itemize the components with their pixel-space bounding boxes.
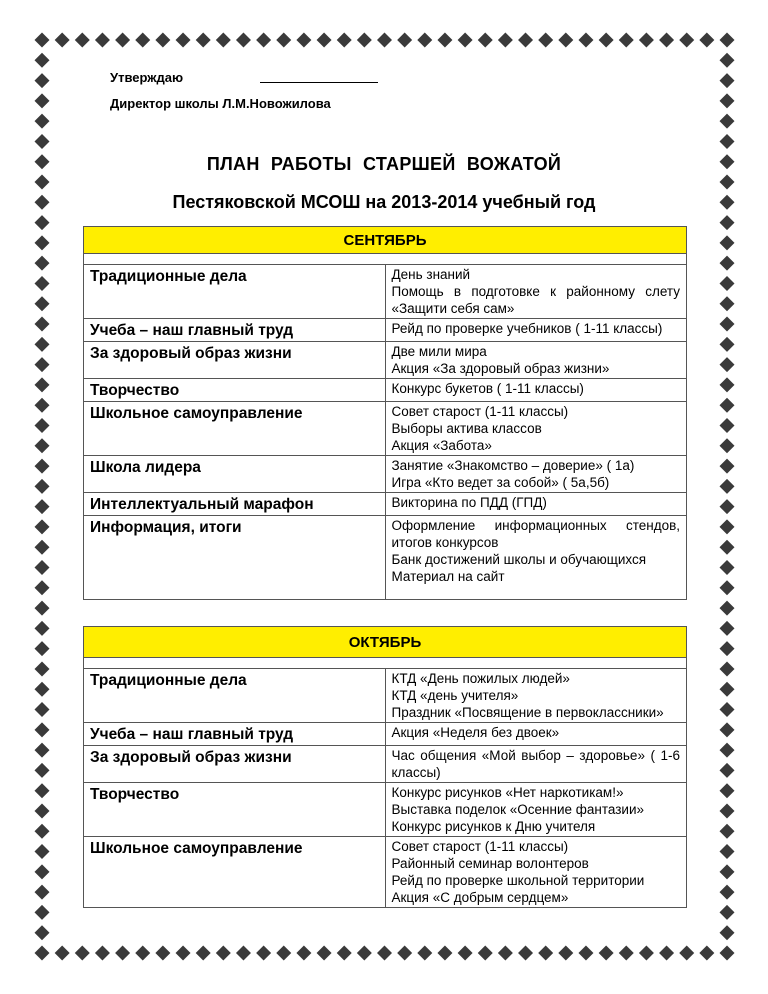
diamond-ornament	[397, 946, 412, 961]
category-cell: Традиционные дела	[84, 669, 386, 723]
diamond-ornament	[720, 235, 735, 250]
diamond-ornament	[35, 317, 50, 332]
diamond-ornament	[236, 946, 251, 961]
activity: Акция «Забота»	[391, 438, 492, 453]
diamond-ornament	[276, 33, 291, 48]
diamond-ornament	[196, 33, 211, 48]
diamond-ornament	[720, 357, 735, 372]
month-header-september: СЕНТЯБРЬ	[84, 227, 687, 254]
activity: Оформление информационных стендов, итогов конкурсов	[391, 518, 680, 550]
diamond-ornament	[155, 33, 170, 48]
diamond-ornament	[317, 33, 332, 48]
diamond-ornament	[558, 946, 573, 961]
activity: Конкурс букетов ( 1-11 классы)	[391, 381, 584, 396]
diamond-ornament	[35, 519, 50, 534]
diamond-ornament	[720, 621, 735, 636]
diamond-ornament	[720, 175, 735, 190]
diamond-ornament	[296, 946, 311, 961]
diamond-ornament	[35, 276, 50, 291]
diamond-ornament	[35, 377, 50, 392]
diamond-ornament	[417, 946, 432, 961]
category-cell: За здоровый образ жизни	[84, 746, 386, 783]
diamond-ornament	[216, 33, 231, 48]
diamond-ornament	[35, 783, 50, 798]
activity: Час общения «Мой выбор – здоровье» ( 1-6 классы)	[391, 748, 680, 780]
diamond-ornament	[599, 33, 614, 48]
table-row	[84, 493, 687, 516]
approve-label: Утверждаю	[110, 70, 184, 85]
diamond-ornament	[720, 114, 735, 129]
table-row	[84, 723, 687, 746]
diamond-ornament	[720, 73, 735, 88]
page-subtitle: Пестяковской МСОШ на 2013-2014 учебный год	[172, 192, 596, 212]
diamond-ornament	[437, 946, 452, 961]
diamond-ornament	[35, 601, 50, 616]
diamond-ornament	[720, 803, 735, 818]
table-row	[84, 342, 687, 379]
diamond-ornament	[659, 946, 674, 961]
table-row	[84, 402, 687, 456]
activity: Викторина по ПДД (ГПД)	[391, 495, 547, 510]
diamond-ornament	[256, 946, 271, 961]
activity: Выставка поделок «Осенние фантазии»	[391, 802, 644, 817]
diamond-ornament	[720, 885, 735, 900]
diamond-ornament	[35, 722, 50, 737]
table-row	[84, 456, 687, 493]
category-cell: Школьное самоуправление	[84, 837, 386, 908]
diamond-ornament	[720, 276, 735, 291]
diamond-ornament	[720, 641, 735, 656]
approval-line	[110, 70, 183, 85]
activities-cell	[385, 265, 687, 319]
signature-line	[260, 82, 378, 83]
diamond-ornament	[720, 93, 735, 108]
diamond-ornament	[478, 946, 493, 961]
diamond-ornament	[135, 33, 150, 48]
diamond-ornament	[720, 763, 735, 778]
table-row	[84, 783, 687, 837]
diamond-ornament	[35, 641, 50, 656]
diamond-ornament	[296, 33, 311, 48]
diamond-ornament	[720, 296, 735, 311]
diamond-ornament	[35, 175, 50, 190]
diamond-ornament	[720, 580, 735, 595]
category-cell	[84, 319, 386, 342]
diamond-ornament	[498, 946, 513, 961]
diamond-ornament	[720, 661, 735, 676]
diamond-ornament	[679, 33, 694, 48]
activities-cell	[385, 456, 687, 493]
diamond-ornament	[35, 337, 50, 352]
diamond-ornament	[417, 33, 432, 48]
diamond-ornament	[35, 296, 50, 311]
diamond-ornament	[35, 580, 50, 595]
diamond-ornament	[35, 93, 50, 108]
diamond-ornament	[558, 33, 573, 48]
activity: КТД «день учителя»	[391, 688, 519, 703]
month-header-october: ОКТЯБРЬ	[84, 627, 687, 658]
diamond-ornament	[599, 946, 614, 961]
diamond-ornament	[35, 540, 50, 555]
activity: Акция «С добрым сердцем»	[391, 890, 569, 905]
table-row	[84, 516, 687, 600]
diamond-ornament	[720, 499, 735, 514]
diamond-ornament	[498, 33, 513, 48]
activity: Банк достижений школы и обучающихся	[391, 552, 647, 567]
diamond-ornament	[35, 824, 50, 839]
diamond-ornament	[720, 418, 735, 433]
diamond-ornament	[720, 33, 735, 48]
diamond-ornament	[720, 946, 735, 961]
activity: Совет старост (1-11 классы)	[391, 404, 569, 419]
diamond-ornament	[720, 783, 735, 798]
diamond-ornament	[35, 946, 50, 961]
diamond-ornament	[357, 33, 372, 48]
activity: Акция «За здоровый образ жизни»	[391, 361, 610, 376]
activity: КТД «День пожилых людей»	[391, 671, 570, 686]
activity: Совет старост (1-11 классы)	[391, 839, 569, 854]
diamond-ornament	[35, 33, 50, 48]
page-title: ПЛАН РАБОТЫ СТАРШЕЙ ВОЖАТОЙ	[206, 154, 562, 174]
gap	[84, 254, 687, 265]
diamond-ornament	[377, 946, 392, 961]
diamond-ornament	[720, 337, 735, 352]
diamond-ornament	[35, 438, 50, 453]
diamond-ornament	[720, 702, 735, 717]
diamond-ornament	[236, 33, 251, 48]
diamond-ornament	[35, 661, 50, 676]
diamond-ornament	[35, 73, 50, 88]
diamond-ornament	[720, 824, 735, 839]
diamond-ornament	[35, 53, 50, 68]
diamond-ornament	[639, 33, 654, 48]
diamond-ornament	[578, 33, 593, 48]
diamond-ornament	[35, 357, 50, 372]
diamond-ornament	[35, 256, 50, 271]
diamond-ornament	[95, 33, 110, 48]
diamond-ornament	[35, 479, 50, 494]
diamond-ornament	[35, 905, 50, 920]
activity: Помощь в подготовке к районному слету «Защити себя сам»	[391, 284, 680, 316]
diamond-ornament	[176, 946, 191, 961]
diamond-ornament	[720, 317, 735, 332]
diamond-ornament	[256, 33, 271, 48]
activity: Акция «Неделя без двоек»	[391, 725, 560, 740]
october-table	[83, 626, 687, 908]
diamond-ornament	[35, 215, 50, 230]
diamond-ornament	[619, 33, 634, 48]
diamond-ornament	[397, 33, 412, 48]
diamond-ornament	[720, 540, 735, 555]
diamond-ornament	[720, 479, 735, 494]
diamond-ornament	[720, 743, 735, 758]
diamond-ornament	[35, 114, 50, 129]
activity: Рейд по проверке школьной территории	[391, 873, 645, 888]
activities-cell	[385, 783, 687, 837]
diamond-ornament	[720, 459, 735, 474]
diamond-ornament	[720, 377, 735, 392]
activity: Занятие «Знакомство – доверие» ( 1а)	[391, 458, 635, 473]
diamond-ornament	[317, 946, 332, 961]
diamond-ornament	[458, 33, 473, 48]
diamond-ornament	[720, 398, 735, 413]
diamond-ornament	[35, 844, 50, 859]
diamond-ornament	[35, 621, 50, 636]
diamond-ornament	[337, 33, 352, 48]
diamond-ornament	[55, 946, 70, 961]
category-cell: Школа лидера	[84, 456, 386, 493]
diamond-ornament	[659, 33, 674, 48]
diamond-ornament	[720, 560, 735, 575]
diamond-ornament	[518, 33, 533, 48]
table-row	[84, 837, 687, 908]
activities-cell	[385, 723, 687, 746]
diamond-ornament	[176, 33, 191, 48]
diamond-ornament	[720, 864, 735, 879]
activities-cell	[385, 746, 687, 783]
diamond-ornament	[115, 946, 130, 961]
diamond-ornament	[35, 682, 50, 697]
activity: Районный семинар волонтеров	[391, 856, 589, 871]
diamond-ornament	[720, 438, 735, 453]
diamond-ornament	[578, 946, 593, 961]
table-row	[84, 669, 687, 723]
diamond-ornament	[518, 946, 533, 961]
activities-cell	[385, 516, 687, 600]
diamond-ornament	[699, 33, 714, 48]
diamond-ornament	[35, 803, 50, 818]
diamond-ornament	[135, 946, 150, 961]
gap	[84, 658, 687, 669]
diamond-ornament	[357, 946, 372, 961]
diamond-ornament	[720, 682, 735, 697]
diamond-ornament	[35, 925, 50, 940]
activity: Рейд по проверке учебников ( 1-11 классы)	[391, 321, 663, 336]
diamond-ornament	[720, 601, 735, 616]
activities-cell	[385, 342, 687, 379]
diamond-ornament	[155, 946, 170, 961]
diamond-ornament	[75, 946, 90, 961]
diamond-ornament	[276, 946, 291, 961]
diamond-ornament	[699, 946, 714, 961]
activity: Две мили мира	[391, 344, 487, 359]
diamond-ornament	[216, 946, 231, 961]
activities-cell	[385, 319, 687, 342]
diamond-ornament	[720, 925, 735, 940]
diamond-ornament	[35, 743, 50, 758]
activity: День знаний	[391, 267, 471, 282]
table-row	[84, 319, 687, 342]
diamond-ornament	[679, 946, 694, 961]
diamond-ornament	[639, 946, 654, 961]
activity: Материал на сайт	[391, 569, 505, 584]
diamond-ornament	[458, 946, 473, 961]
activity: Праздник «Посвящение в первоклассники»	[391, 705, 664, 720]
category-cell: Творчество	[84, 379, 386, 402]
diamond-ornament	[196, 946, 211, 961]
diamond-ornament	[720, 134, 735, 149]
diamond-ornament	[720, 53, 735, 68]
diamond-ornament	[720, 256, 735, 271]
diamond-ornament	[619, 946, 634, 961]
diamond-ornament	[35, 864, 50, 879]
diamond-ornament	[35, 702, 50, 717]
diamond-ornament	[55, 33, 70, 48]
activities-cell	[385, 669, 687, 723]
table-row	[84, 746, 687, 783]
category-cell: Творчество	[84, 783, 386, 837]
activities-cell	[385, 493, 687, 516]
activity: Выборы актива классов	[391, 421, 542, 436]
activity: Конкурс рисунков к Дню учителя	[391, 819, 596, 834]
diamond-ornament	[35, 418, 50, 433]
diamond-ornament	[35, 398, 50, 413]
diamond-ornament	[720, 844, 735, 859]
diamond-ornament	[115, 33, 130, 48]
category-cell: За здоровый образ жизни	[84, 342, 386, 379]
diamond-ornament	[538, 946, 553, 961]
category-cell: Информация, итоги	[84, 516, 386, 600]
diamond-ornament	[478, 33, 493, 48]
category-cell: Школьное самоуправление	[84, 402, 386, 456]
table-row	[84, 379, 687, 402]
diamond-ornament	[35, 763, 50, 778]
diamond-ornament	[35, 459, 50, 474]
september-table	[83, 226, 687, 600]
diamond-ornament	[720, 215, 735, 230]
diamond-ornament	[720, 519, 735, 534]
diamond-ornament	[35, 499, 50, 514]
category-cell: Учеба – наш главный труд	[84, 723, 386, 746]
category-cell: Интеллектуальный марафон	[84, 493, 386, 516]
diamond-ornament	[35, 560, 50, 575]
diamond-ornament	[75, 33, 90, 48]
category-text: Учеба – наш главный труд	[90, 322, 294, 339]
diamond-ornament	[377, 33, 392, 48]
diamond-ornament	[35, 134, 50, 149]
table-row	[84, 265, 687, 319]
diamond-ornament	[538, 33, 553, 48]
activities-cell	[385, 379, 687, 402]
activity: Конкурс рисунков «Нет наркотикам!»	[391, 785, 624, 800]
diamond-ornament	[35, 235, 50, 250]
category-cell: Традиционные дела	[84, 265, 386, 319]
director-line: Директор школы Л.М.Новожилова	[110, 96, 331, 111]
diamond-ornament	[337, 946, 352, 961]
activities-cell	[385, 402, 687, 456]
activity: Игра «Кто ведет за собой» ( 5а,5б)	[391, 475, 610, 490]
diamond-ornament	[35, 885, 50, 900]
diamond-ornament	[720, 722, 735, 737]
activities-cell	[385, 837, 687, 908]
diamond-ornament	[720, 905, 735, 920]
diamond-ornament	[95, 946, 110, 961]
diamond-ornament	[437, 33, 452, 48]
